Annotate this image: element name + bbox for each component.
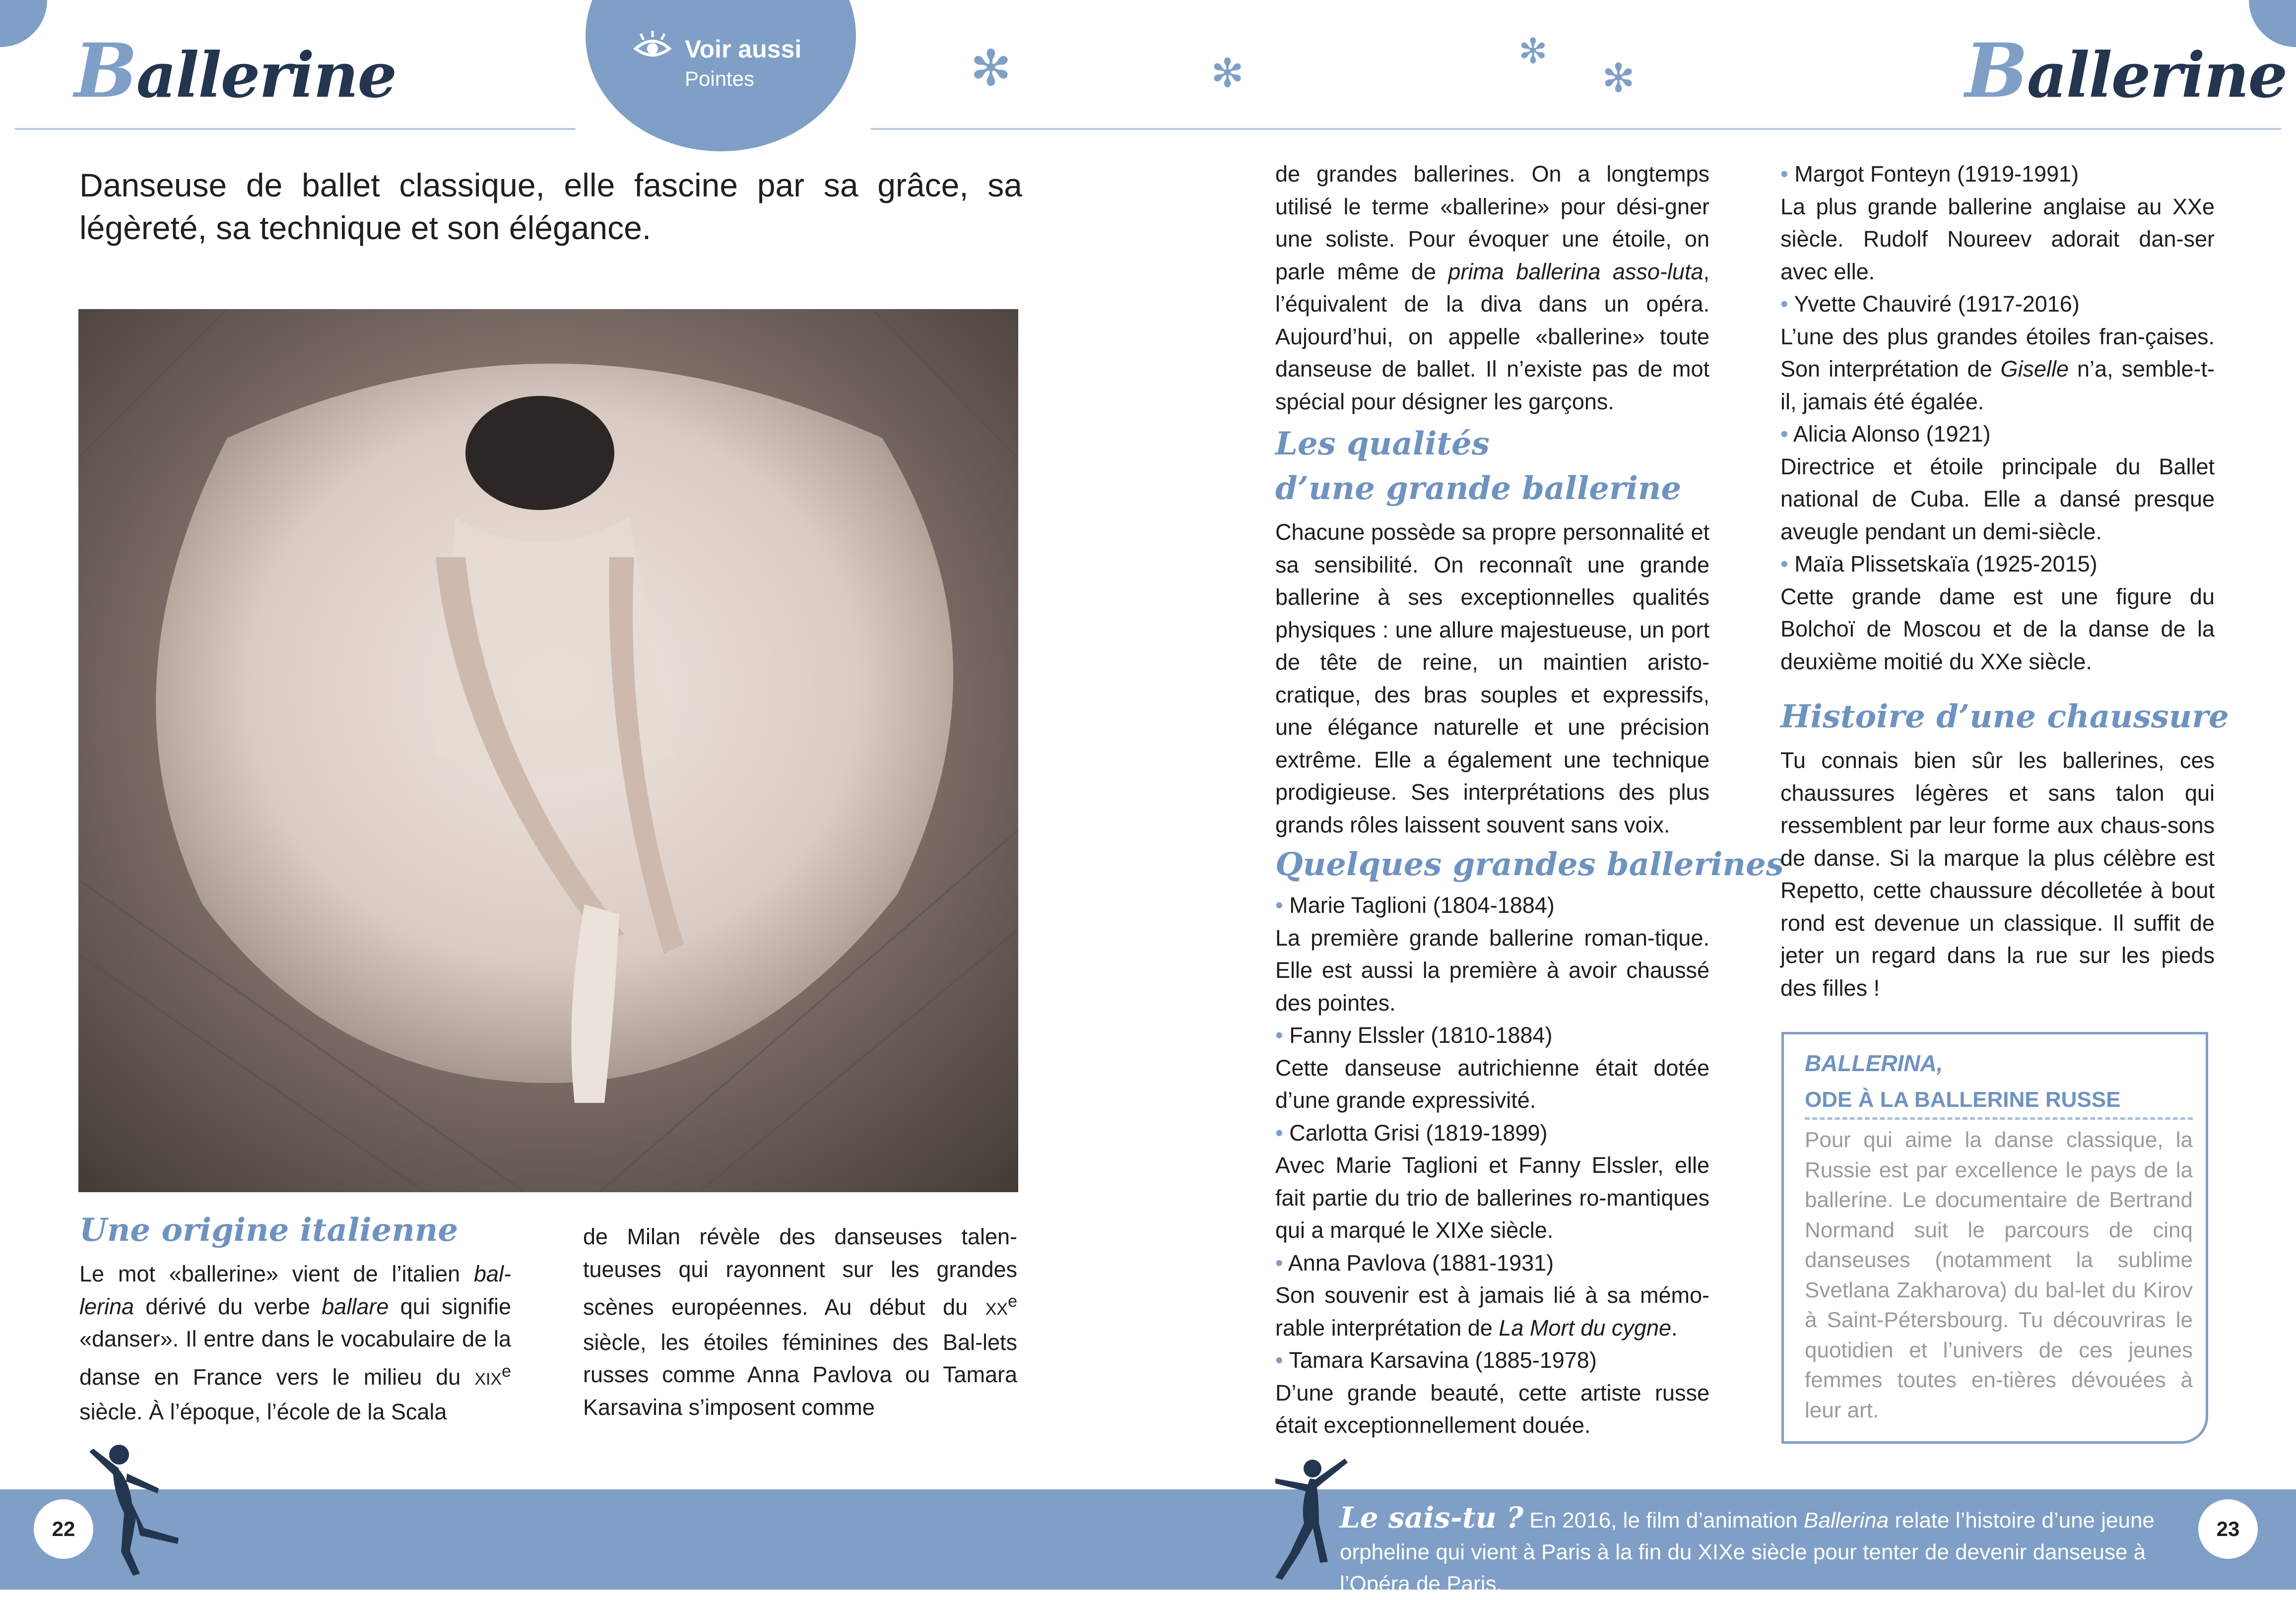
list-item	[1275, 1117, 1709, 1150]
title-rest-left: allerine	[136, 39, 396, 112]
ballerina-name: Margot Fonteyn (1919-1991)	[1794, 161, 2079, 187]
bullet-icon: •	[1275, 893, 1283, 918]
bullet-icon: •	[1275, 1120, 1283, 1146]
ballerina-name: Anna Pavlova (1881-1931)	[1288, 1250, 1554, 1276]
bullet-icon: •	[1275, 1023, 1283, 1048]
text-run: L’une des plus grandes étoiles fran-çaises. Son interprétation de	[1780, 323, 2215, 382]
left-corner-tab	[0, 0, 47, 47]
ballerina-name: Alicia Alonso (1921)	[1793, 421, 1991, 447]
bullet-icon: •	[1780, 161, 1788, 187]
film-box-divider	[1805, 1117, 2193, 1120]
text-run: n’a, semble-t-il, jamais été égalée.	[1780, 356, 2215, 414]
ballerina-list-part-2	[1780, 158, 2215, 678]
text-run-italic: prima ballerina asso-luta	[1448, 258, 1704, 284]
heading-shoe-history: Histoire d’une chaussure	[1780, 698, 2229, 735]
film-box-text: Pour qui aime la danse classique, la Russie est par excellence le pays de la ballerine. Le documentaire de Bertrand Normand suit le parcours de cinq danseuses (notamment la sublime Svetlana Zakharova) du bal-let du Kirov à Saint-Pétersbourg. Tu découvriras le quotidien et l’univers de ces jeunes femmes toutes en-tières dévouées à leur art.	[1805, 1128, 2193, 1422]
text-run: siècle. À l’époque, l’école de la Scala	[79, 1399, 447, 1424]
did-you-know-film: Ballerina	[1804, 1508, 1889, 1533]
text-run: , l’équivalent de la diva dans un opéra. Aujourd’hui, on appelle «ballerine» toute danseuse de ballet. Il n’existe pas de mot spécial pour désigner les garçons.	[1275, 258, 1709, 414]
text-run: siècle, les étoiles féminines des Bal-lets russes comme Anna Pavlova ou Tamara Karsavina s’imposent comme	[583, 1329, 1017, 1420]
bullet-icon: •	[1780, 421, 1788, 447]
heading-qualities-1: Les qualités	[1275, 425, 1490, 462]
intro-continued	[1275, 158, 1709, 418]
bullet-icon: •	[1275, 1347, 1283, 1373]
ballerina-desc: Directrice et étoile principale du Ballet national de Cuba. Elle a dansé presque aveugle pendant un demi-siècle.	[1780, 453, 2215, 544]
shoe-history-text: Tu connais bien sûr les ballerines, ces chaussures légères et sans talon qui ressemblent par leur forme aux chaus-sons de danse. Si la marque la plus célèbre est Repetto, cette chaussure décolletée à bout rond est devenue un classique. Il suffit de jeter un regard dans la rue sur les pieds des filles !	[1780, 748, 2215, 1001]
work-title: Giselle	[2000, 356, 2069, 382]
work-title: La Mort du cygne	[1499, 1315, 1671, 1341]
ballerina-desc: Avec Marie Taglioni et Fanny Elssler, elle fait partie du trio de ballerines ro-mantiques qui a marqué le XIXe siècle.	[1275, 1152, 1709, 1243]
ballerina-desc	[1275, 1279, 1709, 1344]
header-rule-right	[871, 128, 2281, 130]
page-number-right: 23	[2198, 1499, 2258, 1559]
asterisk-icon: ✻	[1518, 31, 1548, 71]
text-run: de Milan révèle des danseuses talen-tueuses qui rayonnent sur les grandes scènes européennes. Au début du	[583, 1224, 1017, 1320]
ballerina-name: Maïa Plissetskaïa (1925-2015)	[1794, 551, 2098, 576]
did-you-know-label: Le sais-tu ?	[1340, 1501, 1524, 1535]
ballerina-desc	[1780, 320, 2215, 418]
roman-numeral: XX	[985, 1300, 1008, 1319]
heading-great-ballerinas: Quelques grandes ballerines	[1275, 846, 1784, 883]
see-also-label: Voir aussi	[685, 35, 802, 63]
list-item	[1275, 1019, 1709, 1052]
text-run: de grandes ballerines. On a longtemps utilisé le terme «ballerine» pour dési-gner une soliste. Pour évoquer une étoile, on parle même de	[1275, 161, 1709, 284]
ballerina-desc: Cette grande dame est une figure du Bolchoï de Moscou et de la danse de la deuxième moitié du XXe siècle.	[1780, 583, 2215, 674]
heading-origin: Une origine italienne	[79, 1212, 459, 1249]
lead-paragraph: Danseuse de ballet classique, elle fascine par sa grâce, sa légèreté, sa technique et son élégance.	[79, 167, 1022, 246]
did-you-know	[1340, 1502, 2186, 1600]
text-run: dérivé du verbe	[134, 1293, 322, 1319]
did-you-know-text-2: relate l’histoire d’une jeune orpheline qui vient à Paris à la fin du XIXe siècle pour tenter de devenir danseuse à l’Opéra de Paris.	[1340, 1508, 2155, 1596]
text-run: qui signifie «danser». Il entre dans le vocabulaire de la danse en France vers le milieu du	[79, 1293, 511, 1390]
header-rule-left	[15, 128, 576, 130]
text-run: Son souvenir est à jamais lié à sa mémo-rable interprétation de	[1275, 1282, 1709, 1341]
did-you-know-text: En 2016, le film d’animation	[1529, 1508, 1804, 1533]
origin-column-1	[79, 1258, 511, 1428]
asterisk-icon: ✻	[1602, 55, 1636, 101]
ballerina-desc: Cette danseuse autrichienne était dotée d’une grande expressivité.	[1275, 1055, 1709, 1113]
list-item	[1780, 548, 2215, 580]
page-title-right: Ballerine	[1965, 27, 2287, 115]
dancer-silhouette-icon	[1260, 1449, 1350, 1583]
ballerina-name: Yvette Chauviré (1917-2016)	[1794, 291, 2080, 317]
superscript: e	[502, 1361, 511, 1381]
list-item	[1275, 1247, 1709, 1280]
ballerina-name: Carlotta Grisi (1819-1899)	[1289, 1120, 1548, 1146]
list-item	[1780, 288, 2215, 320]
list-item	[1780, 158, 2215, 191]
text-run-italic: ballare	[322, 1293, 389, 1319]
heading-qualities-2: d’une grande ballerine	[1275, 470, 1682, 507]
list-item	[1275, 889, 1709, 922]
bullet-icon: •	[1780, 551, 1788, 576]
film-box-title: BALLERINA,	[1805, 1050, 1943, 1076]
film-box-subtitle: ODE À LA BALLERINE RUSSE	[1805, 1088, 2121, 1112]
dancer-silhouette-icon	[84, 1434, 194, 1578]
ballerina-desc: D’une grande beauté, cette artiste russe était exceptionnellement douée.	[1275, 1380, 1709, 1438]
bullet-icon: •	[1780, 291, 1788, 317]
qualities-text: Chacune possède sa propre personnalité et sa sensibilité. On reconnaît une grande ballerine à ses exceptionnelles qualités physiques : une allure majestueuse, un port de tête de reine, un maintien aristo-cratique, des bras souples et expressifs, une élégance naturelle et une précision extrême. Elle a également une technique prodigieuse. Ses interprétations des plus grands rôles laissent souvent sans voix.	[1275, 519, 1709, 837]
ballerina-desc: La plus grande ballerine anglaise au XXe siècle. Rudolf Noureev adorait dan-ser avec elle.	[1780, 193, 2215, 284]
see-also-link[interactable]: Pointes	[685, 67, 755, 90]
ballerina-name: Fanny Elssler (1810-1884)	[1289, 1023, 1553, 1048]
ballerina-list-part-1	[1275, 889, 1709, 1442]
asterisk-icon: ✻	[970, 39, 1012, 97]
ballerina-desc: La première grande ballerine roman-tique. Elle est aussi la première à avoir chaussé des pointes.	[1275, 925, 1709, 1016]
list-item	[1275, 1344, 1709, 1377]
roman-numeral: XIX	[474, 1369, 502, 1389]
ballerina-name: Tamara Karsavina (1885-1978)	[1289, 1347, 1597, 1373]
title-rest-right: allerine	[2027, 39, 2287, 112]
page-number-left: 22	[34, 1499, 93, 1559]
ballerina-photo	[78, 309, 1018, 1192]
eye-icon	[633, 30, 672, 64]
superscript: e	[1008, 1292, 1017, 1311]
text-run: Le mot «ballerine» vient de l’italien	[79, 1261, 474, 1286]
bullet-icon: •	[1275, 1250, 1283, 1276]
origin-column-2	[583, 1220, 1017, 1423]
ballerina-name: Marie Taglioni (1804-1884)	[1289, 893, 1555, 918]
page-title-left: Ballerine	[74, 27, 396, 115]
list-item	[1780, 418, 2215, 450]
asterisk-icon: ✻	[1211, 50, 1245, 96]
text-run: .	[1671, 1315, 1678, 1341]
text-run-italic: bal-lerina	[79, 1261, 511, 1319]
